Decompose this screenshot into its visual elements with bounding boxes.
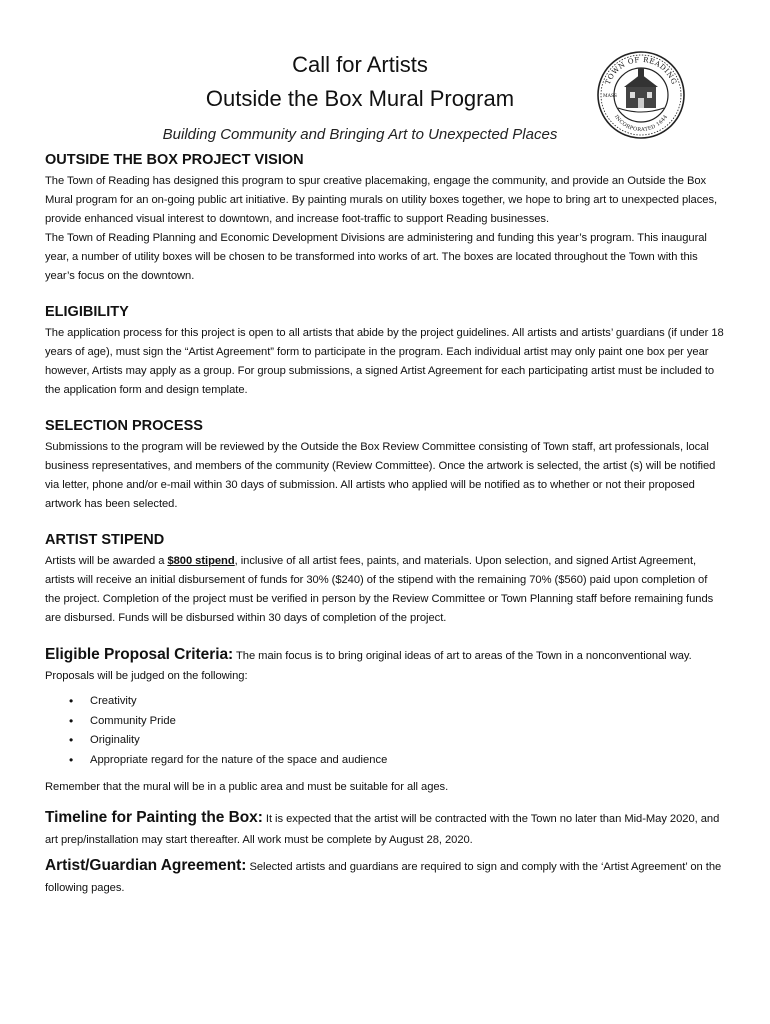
timeline-section — [45, 807, 725, 851]
program-title: Outside the Box Mural Program — [205, 86, 515, 111]
agreement-paragraph — [45, 855, 725, 899]
stipend-amount: $800 stipend — [167, 555, 235, 567]
criteria-item: • Appropriate regard for the nature of the space and audience — [45, 751, 725, 771]
criteria-item: • Community Pride — [45, 712, 725, 732]
criteria-list — [45, 692, 725, 770]
agreement-text: Selected artists and guardians are required to sign and comply with the ‘Artist Agreement’ on the following pages. — [45, 861, 722, 894]
selection-section — [45, 416, 725, 514]
page-title: Call for Artists — [292, 52, 428, 77]
agreement-heading: Artist/Guardian Agreement: — [45, 857, 247, 874]
document-body — [45, 150, 725, 915]
criteria-heading: Eligible Proposal Criteria: — [45, 646, 234, 663]
agreement-section — [45, 855, 725, 899]
eligibility-section — [45, 302, 725, 400]
stipend-paragraph — [45, 552, 725, 628]
criteria-judged-text: Proposals will be judged on the following: — [45, 670, 248, 682]
selection-paragraph: Submissions to the program will be reviewed by the Outside the Box Review Committee consisting of Town staff, art professionals, local business representatives, and members of the community (Review Committee). Once the artwork is selected, the artist (s) will be notified via letter, phone and/or e-mail within 30 days of submission. All artists who applied will be notified as to whether or not their proposed artwork has been selected. — [45, 441, 716, 510]
timeline-heading: Timeline for Painting the Box: — [45, 809, 263, 826]
vision-section — [45, 150, 725, 286]
vision-paragraph-1: The Town of Reading has designed this program to spur creative placemaking, engage the community, and provide an Outside the Box Mural program for an on-going public art initiative. By painting murals on utility boxes together, we hope to bring art to unexpected places, provide enhanced visual interest to downtown, and increase foot-traffic to support Reading businesses. — [45, 175, 718, 225]
title-block — [120, 48, 600, 146]
page-subtitle: Building Community and Bringing Art to Unexpected Places — [162, 126, 558, 143]
stipend-text-after: , inclusive of all artist fees, paints, and materials. Upon selection, and signed Artist Agreement, artists will receive an initial disbursement of funds for 30% ($240) of the stipend with the remaining 70% ($560) paid upon completion of the project. Completion of the project must be verified in person by the Review Committee or Town Planning staff before remaining funds are disbursed. Funds will be disbursed within 30 days of completion of the project. — [45, 555, 714, 624]
criteria-item: • Creativity — [45, 692, 725, 712]
seal-left-text: MASS — [603, 94, 617, 99]
selection-heading: SELECTION PROCESS — [45, 418, 203, 434]
criteria-paragraph — [45, 644, 725, 667]
timeline-paragraph — [45, 807, 725, 851]
criteria-reminder: Remember that the mural will be in a public area and must be suitable for all ages. — [45, 781, 449, 793]
eligibility-paragraph: The application process for this project is open to all artists that abide by the project guidelines. All artists and artists’ guardians (if under 18 years of age), must sign the “Artist Agreement” form to participate in the program. Each individual artist may only paint one box per year however, Artists may apply as a group. For group submissions, a signed Artist Agreement for each participating artist must be included to the application form and design template. — [45, 327, 724, 396]
timeline-text: It is expected that the artist will be contracted with the Town no later than Mid-May 2020, and art prep/installation may start thereafter. All work must be complete by August 28, 2020. — [45, 813, 720, 846]
vision-paragraph-2: The Town of Reading Planning and Economic Development Divisions are administering and funding this year’s program. This inaugural year, a number of utility boxes will be chosen to be transformed into works of art. The boxes are located throughout the Town with this year’s focus on the downtown. — [45, 232, 707, 282]
eligibility-heading: ELIGIBILITY — [45, 304, 129, 320]
town-seal-logo — [596, 50, 686, 140]
seal-bottom-text: INCORPORATED 1644 — [612, 113, 670, 134]
stipend-text-before: Artists will be awarded a — [45, 555, 168, 567]
stipend-section — [45, 530, 725, 628]
stipend-heading: ARTIST STIPEND — [45, 532, 165, 548]
criteria-intro: The main focus is to bring original ideas of art to areas of the Town in a nonconventional way. — [233, 650, 692, 662]
criteria-item: • Originality — [45, 731, 725, 751]
criteria-section — [45, 644, 725, 797]
vision-heading: OUTSIDE THE BOX PROJECT VISION — [45, 152, 304, 168]
seal-top-text: TOWN OF READING — [603, 55, 679, 86]
